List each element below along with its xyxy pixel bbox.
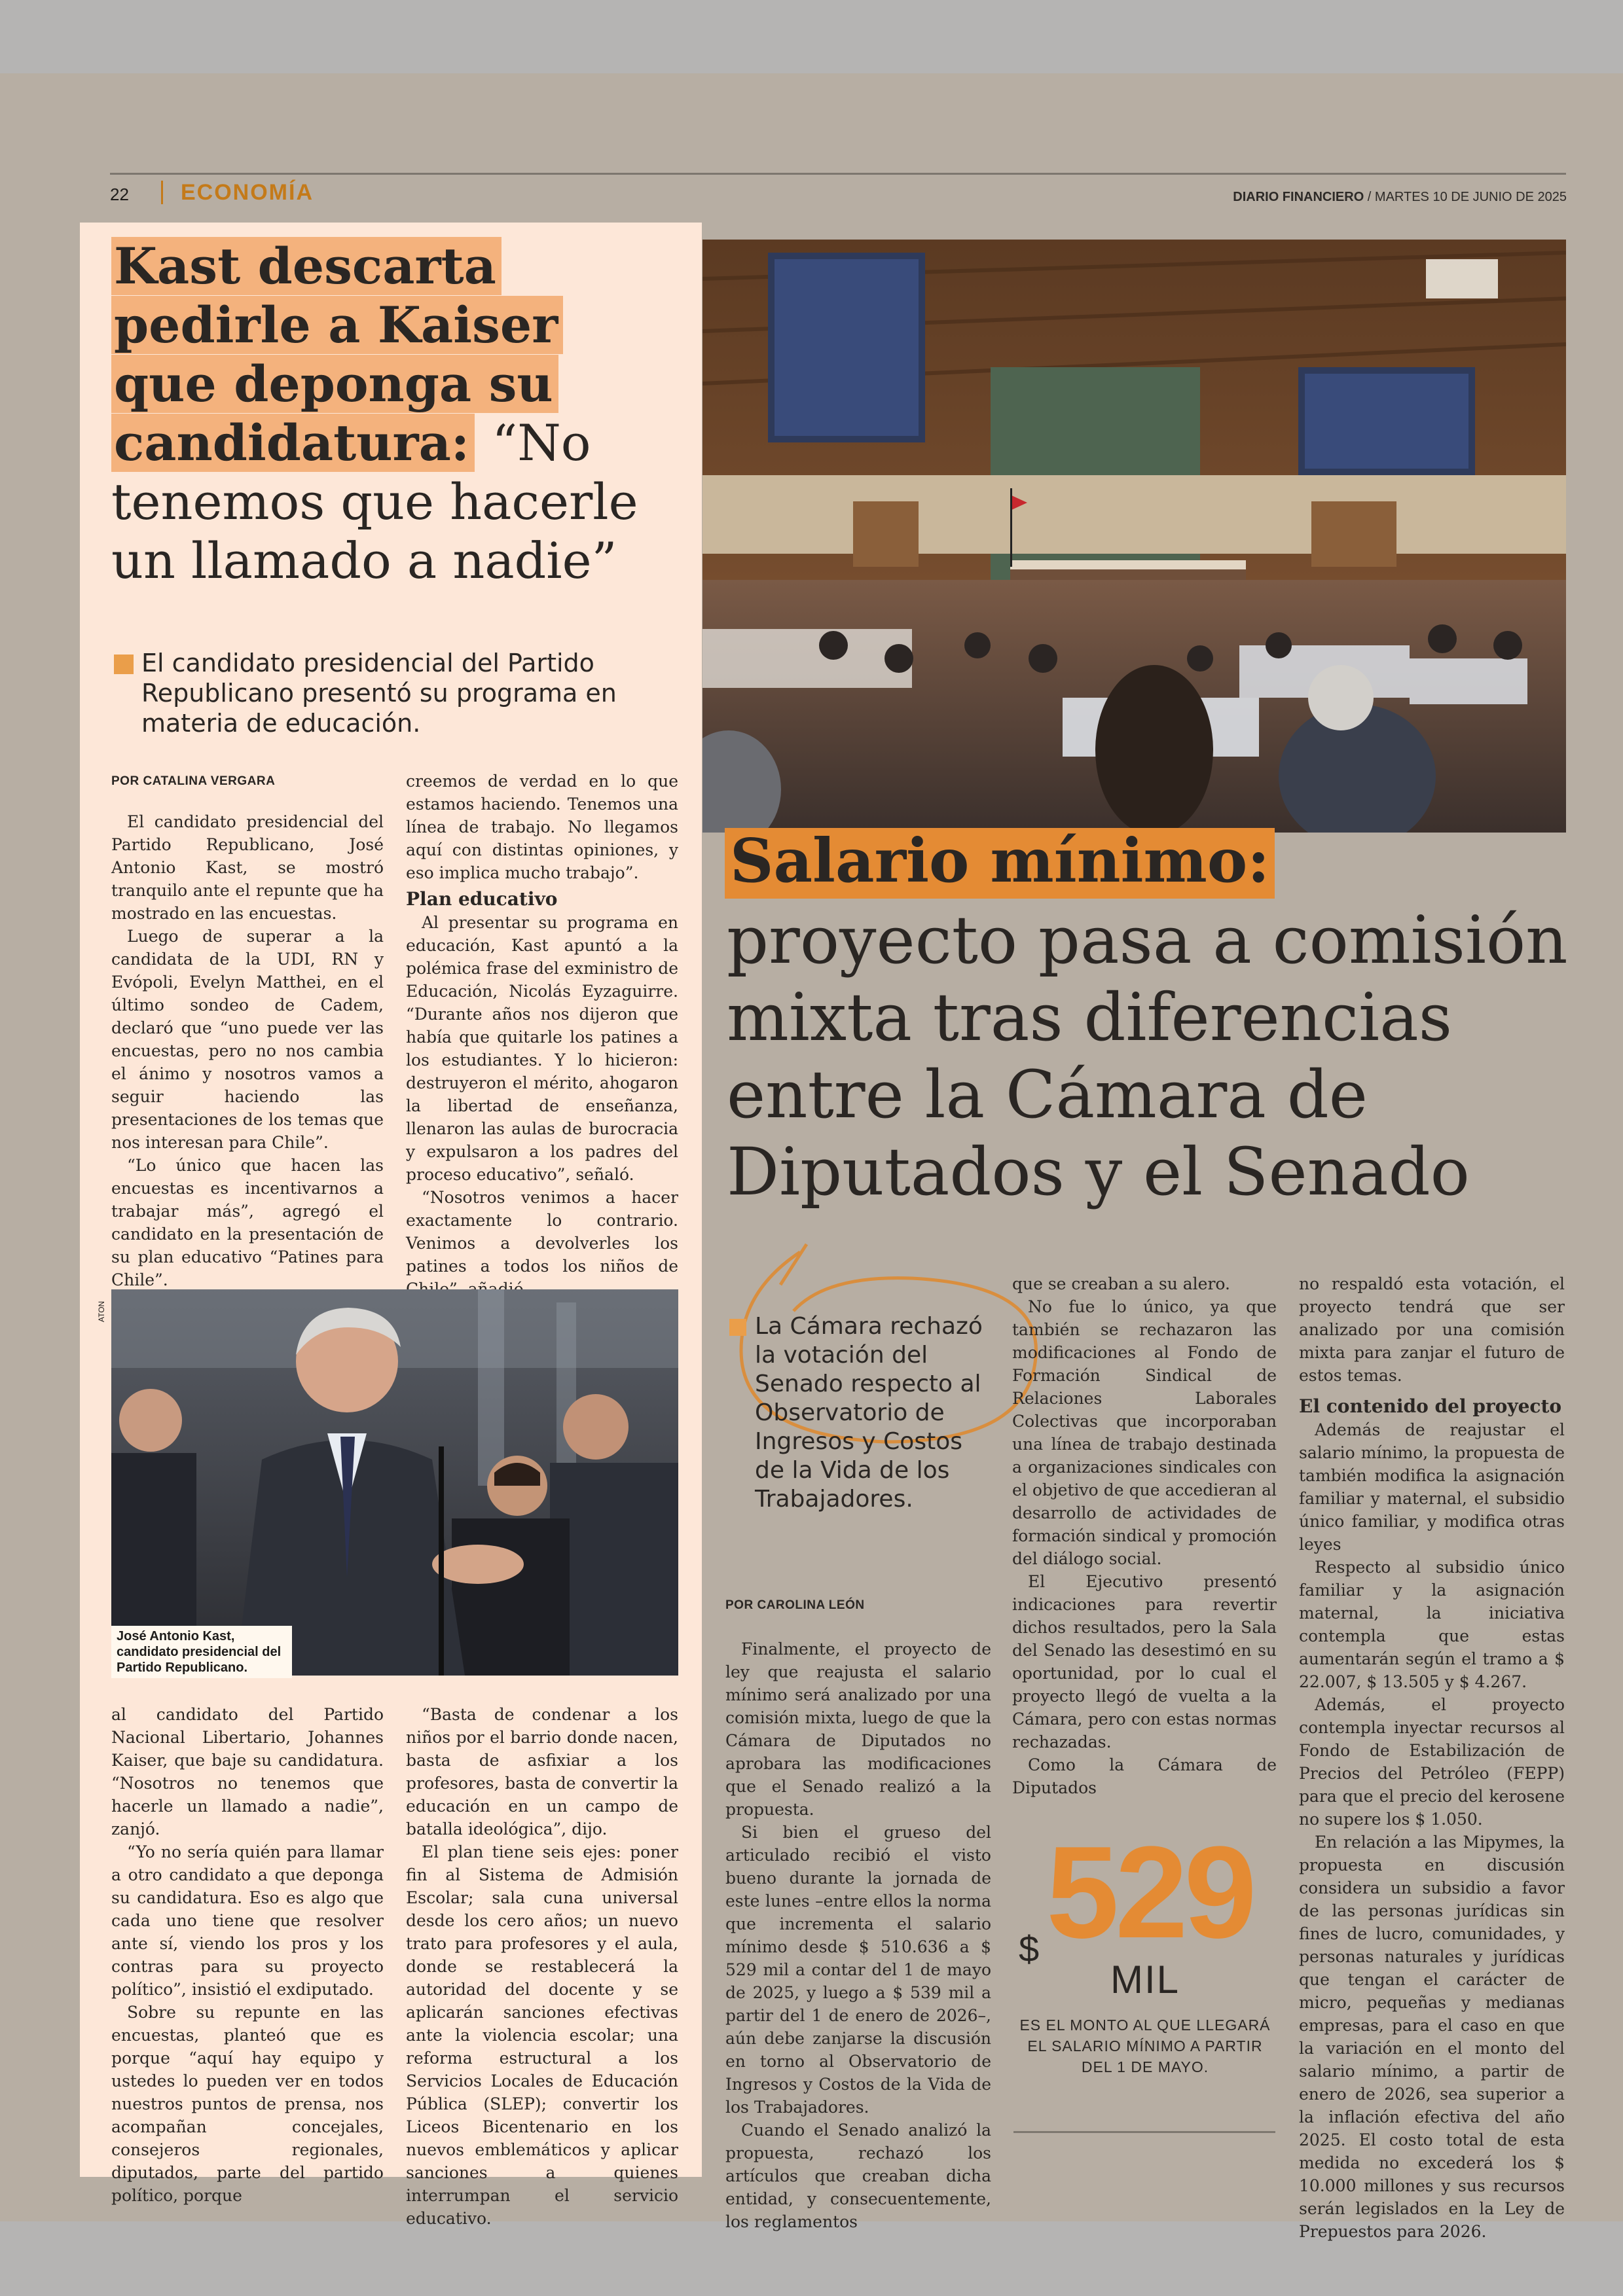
section-divider <box>161 181 163 204</box>
paragraph: Si bien el grueso del articulado recibió el visto bueno durante la jornada de este lunes –entre ellos la norma que incrementa el salario mínimo desde $ 510.636 a $ 529 mil a contar del 1 de mayo de 2025, y luego a $ 539 mil a partir del 1 de enero de 2026–, aún debe zanjarse la discusión en torno al Observatorio de Ingresos y Costos de la Vida de los Trabajadores. <box>725 1823 991 2117</box>
article-salary-column-2 <box>1012 1272 1277 1799</box>
paragraph: no respaldó esta votación, el proyecto tendrá que ser analizado por una comisión mixta para zanjar el futuro de estos temas. <box>1299 1274 1565 1385</box>
kast-photo-caption: José Antonio Kast, candidato presidencial del Partido Republicano. <box>111 1626 292 1678</box>
senate-chamber-photo <box>702 240 1566 833</box>
paragraph: “Lo único que hacen las encuestas es incentivarnos a trabajar más”, agregó el candidato en la presentación de su plan educativo “Patines para Chile”. <box>111 1156 384 1289</box>
dek-bullet-icon <box>114 655 134 674</box>
headline-quote-3: un llamado a nadie” <box>111 531 617 590</box>
issue-date: MARTES 10 DE JUNIO DE 2025 <box>1374 190 1567 204</box>
highlight-number: 529 <box>1046 1820 1253 1965</box>
paragraph: “Nosotros venimos a hacer exactamente lo contrario. Venimos a devolverles los patines a todos los niños de <box>406 1188 678 1276</box>
headline-line-4: candidatura: <box>111 414 475 472</box>
headline-line-1: Kast descarta <box>111 237 501 295</box>
dek-bullet-icon <box>729 1319 746 1336</box>
article-kast-dek: El candidato presidencial del Partido Republicano presentó su programa en materia de educación. <box>141 649 617 738</box>
paragraph: que se creaban a su alero. <box>1012 1274 1230 1293</box>
paragraph: Luego de superar a la candidata de la UDI, RN y Evópoli, Evelyn Matthei, en el último sondeo de Cadem, declaró que “uno puede ver las encuestas, pero no nos cambia el ánimo y nosotros vamos a seguir haciendo las presentaciones de los temas que nos interesan para Chile”. <box>111 927 384 1152</box>
paragraph: Al presentar su programa en educación, Kast apuntó a la polémica frase del exministro de Educación, Nicolás Eyzaguirre. “Durante años nos dijeron que había que quitarle los patines a los estudiantes. Y lo hicieron: destruyeron el mérito, ahogaron la libertad de enseñanza, llenaron las aulas de burocracia y expulsaron a los padres del proceso educativo”, señaló. <box>406 913 678 1184</box>
article-salary-column-1 <box>725 1638 991 2233</box>
article-kast-headline <box>111 237 668 590</box>
headline-line-3: que deponga su <box>111 355 558 413</box>
paragraph: “Basta de condenar a los niños por el barrio donde nacen, basta de asfixiar a los profesores, basta de convertir la educación en un campo de batalla ideológica”, dijo. <box>406 1705 678 1839</box>
photo-credit: ATON <box>97 1300 106 1322</box>
paper-name: DIARIO FINANCIERO <box>1233 190 1364 204</box>
paragraph: Como la Cámara de Diputados <box>1012 1755 1277 1797</box>
article-kast-column-2-continued <box>406 1703 678 2230</box>
paragraph: El Ejecutivo presentó indicaciones para revertir dichos resultados, pero la Sala del Senado las desestimó en su oportunidad, por lo cual el proyecto llegó de vuelta a la Cámara, pero con estas normas rechazadas. <box>1012 1572 1277 1751</box>
subhead-plan-educativo: Plan educativo <box>406 888 558 910</box>
paragraph: El plan tiene seis ejes: poner fin al Sistema de Admisión Escolar; sala cuna universal desde los cero años; un nuevo trato para profesores y el aula, donde se restablecerá la autoridad del docente y se aplicarán sanciones efectivas ante la violencia escolar; una reforma estructural a los Servicios Locales de Educación Pública (SLEP); convertir los Liceos Bicentenario en los nuevos emblemáticos y aplicar sanciones a quienes interrumpan el servicio educativo. <box>406 1842 678 2228</box>
paragraph: En relación a las Mipymes, la propuesta en discusión considera un subsidio a favor de las personas jurídicas sin fines de lucro, comunidades, y personas naturales y jurídicas que tengan el carácter de micro, pequeñas y medianas empresas, para el caso en que la variación en el monto del salario mínimo, a partir de enero de 2026, sea superior a la inflación efectiva del año 2025. El costo total de esta medida no excederá los $ 10.000 millones y sus recursos serán legislados en la Ley de Prepuestos para 2026. <box>1299 1833 1565 2241</box>
article-salary-byline: POR CAROLINA LEÓN <box>725 1598 865 1612</box>
article-kast-column-1-continued <box>111 1703 384 2207</box>
article-salary-column-3 <box>1299 1272 1565 2243</box>
article-kast-column-2 <box>406 770 678 1300</box>
paragraph: Finalmente, el proyecto de ley que reajusta el salario mínimo será analizado por una comisión mixta, luego de que la Cámara de Diputados no aprobara las modificaciones que el Senado realizó a la propuesta. <box>725 1640 991 1819</box>
highlight-unit: MIL <box>1110 1958 1180 2001</box>
paragraph: Sobre su repunte en las encuestas, planteó que es porque “aquí hay equipo y ustedes lo pueden ver en todos nuestros puntos de prensa, nos acompañan concejales, consejeros regionales, diputados, parte del partido político, porque <box>111 2003 384 2205</box>
paragraph: al candidato del Partido Nacional Libertario, Johannes Kaiser, que baje su candidatura. “Nosotros no tenemos que hacerle un llamado a nadie”, zanjó. <box>111 1705 384 1839</box>
paragraph: No fue lo único, ya que también se rechazaron las modificaciones al Fondo de Formación Sindical de Relaciones Laborales Colectivas que incorporaban una línea de trabajo destinada a organizaciones sindicales con el objetivo de que accedieran al desarrollo de actividades de formación sindical y promoción del diálogo social. <box>1012 1297 1277 1568</box>
highlight-currency: $ <box>1019 1928 1040 1969</box>
kast-photo <box>111 1289 678 1676</box>
article-salary-headline-highlight: Salario mínimo: <box>725 828 1275 899</box>
article-salary-dek: La Cámara rechazó la votación del Senado respecto al Observatorio de Ingresos y Costos de la Vida de los Trabajadores. <box>755 1313 983 1513</box>
article-salary-headline: proyecto pasa a comisión mixta tras diferencias entre la Cámara de Diputados y el Senado <box>727 902 1568 1210</box>
article-kast-byline: POR CATALINA VERGARA <box>111 774 276 788</box>
paragraph: El candidato presidencial del Partido Republicano, José Antonio Kast, se mostró tranquilo ante el repunte que ha mostrado en las encuestas. <box>111 812 384 923</box>
headline-quote-1: “No <box>492 414 591 472</box>
paragraph: Respecto al subsidio único familiar y la asignación maternal, la iniciativa contempla que estas aumentarán según el tramo a $ 22.007, $ 13.505 y $ 4.267. <box>1299 1558 1565 1691</box>
senate-chamber-illustration <box>702 240 1566 833</box>
headline-line-2: pedirle a Kaiser <box>111 296 563 354</box>
paragraph: Cuando el Senado analizó la propuesta, rechazó los artículos que creaban dicha entidad, y consecuentemente, los reglamentos <box>725 2121 991 2231</box>
page-number: 22 <box>110 185 129 204</box>
section-label: ECONOMÍA <box>181 180 314 205</box>
paragraph: creemos de verdad en lo que estamos haciendo. Tenemos una línea de trabajo. No llegamos aquí con distintas opiniones, y eso implica mucho trabajo”. <box>406 772 678 882</box>
header-rule <box>110 173 1566 175</box>
article-kast-column-1 <box>111 810 384 1337</box>
highlight-caption: ES EL MONTO AL QUE LLEGARÁ EL SALARIO MÍNIMO A PARTIR DEL 1 DE MAYO. <box>1019 2017 1271 2075</box>
highlight-rule <box>1013 2131 1275 2133</box>
headline-quote-2: tenemos que hacerle <box>111 473 638 531</box>
paragraph: Además de reajustar el salario mínimo, la propuesta de también modifica la asignación familiar y maternal, el subsidio único familiar, y modifica otras leyes <box>1299 1420 1565 1554</box>
kast-photo-illustration <box>111 1289 678 1676</box>
masthead: DIARIO FINANCIERO / MARTES 10 DE JUNIO DE 2025 <box>1233 190 1567 204</box>
paragraph: Además, el proyecto contempla inyectar recursos al Fondo de Estabilización de Precios del Petróleo (FEPP) para que el precio del kerosene no supere los $ 1.050. <box>1299 1695 1565 1829</box>
subhead-contenido: El contenido del proyecto <box>1299 1395 1562 1417</box>
paragraph: “Yo no sería quién para llamar a otro candidato a que deponga su candidatura. Eso es algo que cada uno tiene que resolver ante sí, viendo los pros y los contras para su proyecto político”, insistió el exdiputado. <box>111 1842 384 1999</box>
